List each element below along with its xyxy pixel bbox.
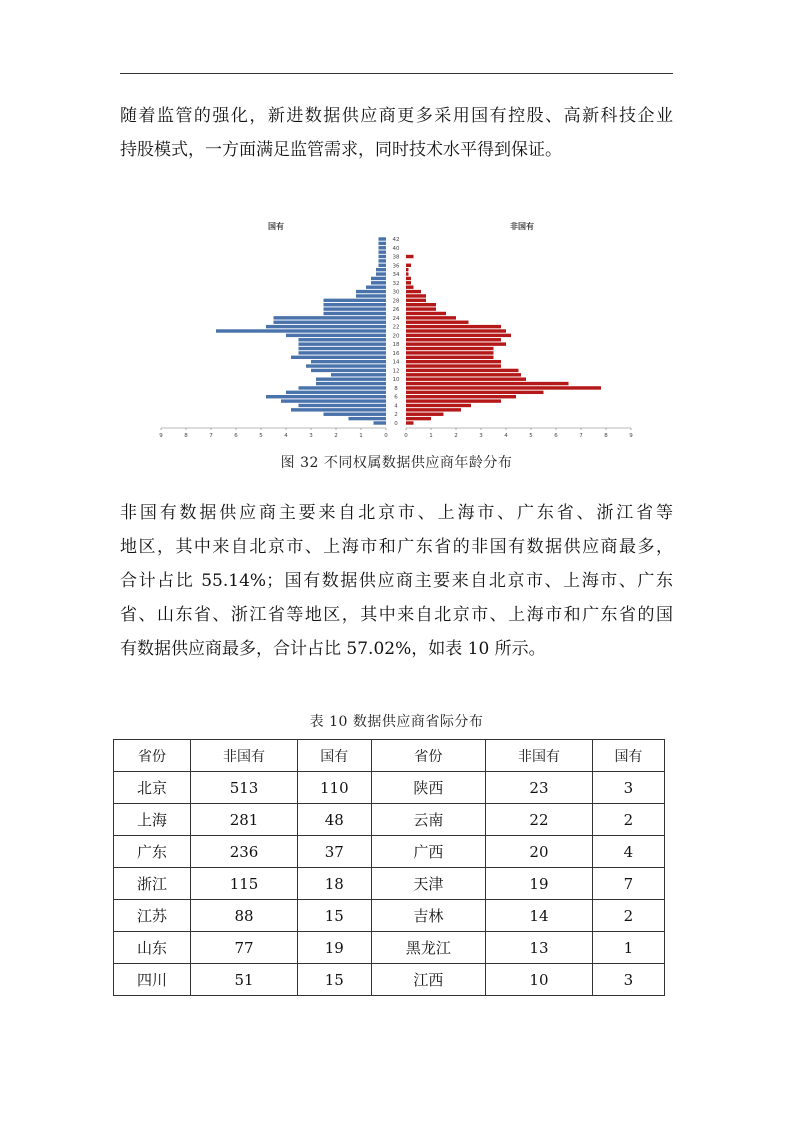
right-bar — [406, 399, 501, 402]
left-bar — [286, 334, 386, 337]
left-bar — [371, 281, 386, 284]
left-bar — [316, 377, 386, 380]
right-bar — [406, 321, 469, 324]
header-cell: 国有 — [592, 740, 664, 772]
right-bar — [406, 268, 409, 271]
left-bar — [374, 421, 387, 424]
table-row — [114, 772, 665, 804]
table-cell: 黑龙江 — [371, 932, 485, 964]
table-cell: 陕西 — [371, 772, 485, 804]
age-tick-label: 40 — [392, 245, 400, 252]
table-row — [114, 868, 665, 900]
table-row — [114, 932, 665, 964]
right-bar — [406, 338, 501, 341]
left-bar — [274, 316, 387, 319]
left-bar — [379, 259, 387, 262]
right-bars — [406, 255, 601, 425]
right-bar — [406, 285, 414, 288]
age-tick-label: 12 — [392, 368, 400, 375]
left-bar — [331, 373, 386, 376]
table-cell: 吉林 — [371, 900, 485, 932]
left-bar — [324, 303, 387, 306]
left-bar — [299, 342, 387, 345]
age-tick-label: 2 — [394, 412, 398, 419]
right-bar — [406, 351, 494, 354]
age-tick-label: 20 — [392, 333, 400, 340]
x-tick-label: 3 — [309, 433, 313, 439]
table-row — [114, 804, 665, 836]
left-bar — [281, 399, 386, 402]
left-bar — [376, 268, 386, 271]
age-tick-label: 32 — [392, 280, 400, 287]
x-tick-label: 8 — [604, 433, 608, 439]
table-row — [114, 900, 665, 932]
table-cell: 15 — [297, 900, 371, 932]
left-bar — [299, 404, 387, 407]
left-bar — [324, 299, 387, 302]
x-tick-label: 7 — [209, 433, 213, 439]
left-bar — [216, 329, 386, 332]
table-cell: 48 — [297, 804, 371, 836]
table-cell: 77 — [191, 932, 298, 964]
right-bar — [406, 417, 431, 420]
table-cell: 山东 — [114, 932, 191, 964]
right-series-label: 非国有 — [510, 222, 534, 231]
left-bar — [324, 312, 387, 315]
left-bar — [379, 250, 387, 253]
right-bar — [406, 395, 516, 398]
right-bar — [406, 264, 411, 267]
left-bar — [311, 369, 386, 372]
age-tick-label: 30 — [392, 289, 400, 296]
age-tick-label: 22 — [392, 324, 400, 331]
right-bar — [406, 413, 444, 416]
table-caption: 表 10 数据供应商省际分布 — [309, 714, 484, 730]
table-cell: 2 — [592, 804, 664, 836]
table-cell: 115 — [191, 868, 298, 900]
paragraph-line: 合计占比 55.14%；国有数据供应商主要来自北京市、上海市、广东 — [120, 571, 673, 591]
right-bar — [406, 290, 421, 293]
age-tick-label: 42 — [392, 237, 400, 243]
table-cell: 281 — [191, 804, 298, 836]
age-tick-labels — [393, 237, 400, 427]
age-tick-label: 26 — [392, 307, 400, 314]
table-cell: 江苏 — [114, 900, 191, 932]
paragraph-line: 随着监管的强化，新进数据供应商更多采用国有控股、高新科技企业 — [120, 106, 673, 126]
right-bar — [406, 272, 409, 275]
left-bar — [266, 395, 386, 398]
age-tick-label: 24 — [392, 315, 400, 322]
right-bar — [406, 307, 436, 310]
province-distribution-table — [113, 739, 665, 996]
right-bar — [406, 294, 426, 297]
right-bar — [406, 364, 501, 367]
x-axis — [159, 428, 633, 439]
table-body — [114, 772, 665, 996]
table-cell: 2 — [592, 900, 664, 932]
x-tick-label: 8 — [184, 433, 188, 439]
right-bar — [406, 391, 544, 394]
table-cell: 88 — [191, 900, 298, 932]
table-cell: 19 — [297, 932, 371, 964]
table-cell: 广西 — [371, 836, 485, 868]
header-cell: 国有 — [297, 740, 371, 772]
table-cell: 51 — [191, 964, 298, 996]
paragraph-line: 非国有数据供应商主要来自北京市、上海市、广东省、浙江省等 — [120, 503, 673, 523]
right-bar — [406, 329, 506, 332]
table-cell: 37 — [297, 836, 371, 868]
right-bar — [406, 342, 506, 345]
paragraph-line: 持股模式，一方面满足监管需求，同时技术水平得到保证。 — [120, 140, 562, 160]
left-bars — [216, 237, 386, 424]
right-bar — [406, 360, 501, 363]
age-tick-label: 38 — [392, 254, 400, 261]
x-tick-label: 2 — [454, 433, 458, 439]
table-cell: 13 — [486, 932, 593, 964]
x-tick-label: 1 — [359, 433, 363, 439]
age-tick-label: 10 — [392, 377, 400, 384]
right-bar — [406, 255, 414, 258]
x-tick-label: 3 — [479, 433, 483, 439]
table-cell: 天津 — [371, 868, 485, 900]
table-cell: 北京 — [114, 772, 191, 804]
table-cell: 上海 — [114, 804, 191, 836]
left-bar — [356, 294, 386, 297]
right-bar — [406, 325, 501, 328]
x-tick-label: 5 — [259, 433, 263, 439]
age-tick-label: 18 — [392, 342, 400, 349]
right-bar — [406, 421, 414, 424]
table-cell: 22 — [486, 804, 593, 836]
table-cell: 18 — [297, 868, 371, 900]
table-cell: 1 — [592, 932, 664, 964]
left-bar — [274, 321, 387, 324]
right-bar — [406, 299, 426, 302]
header-cell: 省份 — [371, 740, 485, 772]
left-bar — [286, 391, 386, 394]
right-bar — [406, 382, 569, 385]
table-cell: 7 — [592, 868, 664, 900]
table-cell: 14 — [486, 900, 593, 932]
age-tick-label: 14 — [392, 359, 400, 366]
table-cell: 4 — [592, 836, 664, 868]
left-series-label: 国有 — [268, 222, 284, 231]
right-bar — [406, 316, 456, 319]
right-bar — [406, 334, 511, 337]
table-cell: 19 — [486, 868, 593, 900]
x-tick-label: 4 — [284, 433, 288, 439]
right-bar — [406, 277, 411, 280]
table-cell: 10 — [486, 964, 593, 996]
table-cell: 四川 — [114, 964, 191, 996]
table-header-row — [114, 740, 665, 772]
left-bar — [366, 285, 386, 288]
left-bar — [379, 242, 387, 245]
left-bar — [266, 325, 386, 328]
right-bar — [406, 377, 526, 380]
table-cell: 23 — [486, 772, 593, 804]
right-bar — [406, 347, 494, 350]
x-tick-label: 9 — [629, 433, 633, 439]
paragraph-line: 有数据供应商最多，合计占比 57.02%，如表 10 所示。 — [120, 639, 546, 659]
x-tick-label: 4 — [504, 433, 508, 439]
age-tick-label: 4 — [394, 403, 398, 410]
left-bar — [356, 290, 386, 293]
left-bar — [376, 272, 386, 275]
x-tick-label: 2 — [334, 433, 338, 439]
left-bar — [379, 237, 387, 240]
right-bar — [406, 404, 471, 407]
left-bar — [324, 413, 387, 416]
left-bar — [324, 307, 387, 310]
x-tick-label: 0 — [384, 433, 388, 439]
table-cell: 云南 — [371, 804, 485, 836]
left-bar — [291, 408, 386, 411]
table-cell: 江西 — [371, 964, 485, 996]
right-bar — [406, 356, 494, 359]
left-bar — [316, 382, 386, 385]
age-tick-label: 8 — [394, 385, 398, 392]
age-tick-label: 28 — [392, 298, 400, 305]
x-tick-label: 1 — [429, 433, 433, 439]
left-bar — [311, 360, 386, 363]
left-bar — [349, 417, 387, 420]
x-tick-label: 5 — [529, 433, 533, 439]
table-cell: 15 — [297, 964, 371, 996]
age-tick-label: 6 — [394, 394, 398, 401]
x-tick-label: 0 — [404, 433, 408, 439]
right-bar — [406, 312, 446, 315]
left-bar — [371, 277, 386, 280]
left-bar — [299, 351, 387, 354]
table-row — [114, 836, 665, 868]
header-rule — [120, 73, 673, 74]
left-bar — [299, 338, 387, 341]
intro-paragraph — [120, 99, 673, 167]
table-cell: 20 — [486, 836, 593, 868]
table-cell: 广东 — [114, 836, 191, 868]
right-bar — [406, 303, 436, 306]
age-tick-label: 16 — [392, 350, 400, 357]
table-row — [114, 964, 665, 996]
x-tick-label: 9 — [159, 433, 163, 439]
table-cell: 236 — [191, 836, 298, 868]
age-tick-label: 0 — [394, 421, 398, 427]
paragraph-line: 地区，其中来自北京市、上海市和广东省的非国有数据供应商最多， — [120, 537, 673, 557]
table-cell: 3 — [592, 772, 664, 804]
left-bar — [299, 347, 387, 350]
right-bar — [406, 281, 411, 284]
left-bar — [379, 264, 387, 267]
table-cell: 3 — [592, 964, 664, 996]
header-cell: 非国有 — [191, 740, 298, 772]
left-bar — [306, 364, 386, 367]
header-cell: 省份 — [114, 740, 191, 772]
right-bar — [406, 369, 519, 372]
paragraph-line: 省、山东省、浙江省等地区，其中来自北京市、上海市和广东省的国 — [120, 605, 673, 625]
left-bar — [299, 386, 387, 389]
figure-caption: 图 32 不同权属数据供应商年龄分布 — [280, 455, 513, 471]
table-cell: 110 — [297, 772, 371, 804]
age-tick-label: 34 — [392, 272, 400, 279]
left-bar — [291, 356, 386, 359]
left-bar — [379, 246, 387, 249]
table-cell: 浙江 — [114, 868, 191, 900]
x-tick-label: 6 — [234, 433, 238, 439]
age-tick-label: 36 — [392, 263, 400, 270]
right-bar — [406, 373, 521, 376]
right-bar — [406, 386, 601, 389]
age-distribution-chart — [150, 214, 646, 444]
header-cell: 非国有 — [486, 740, 593, 772]
table-cell: 513 — [191, 772, 298, 804]
x-tick-label: 6 — [554, 433, 558, 439]
left-bar — [379, 255, 387, 258]
right-bar — [406, 408, 461, 411]
x-tick-label: 7 — [579, 433, 583, 439]
body-paragraph — [120, 496, 673, 666]
